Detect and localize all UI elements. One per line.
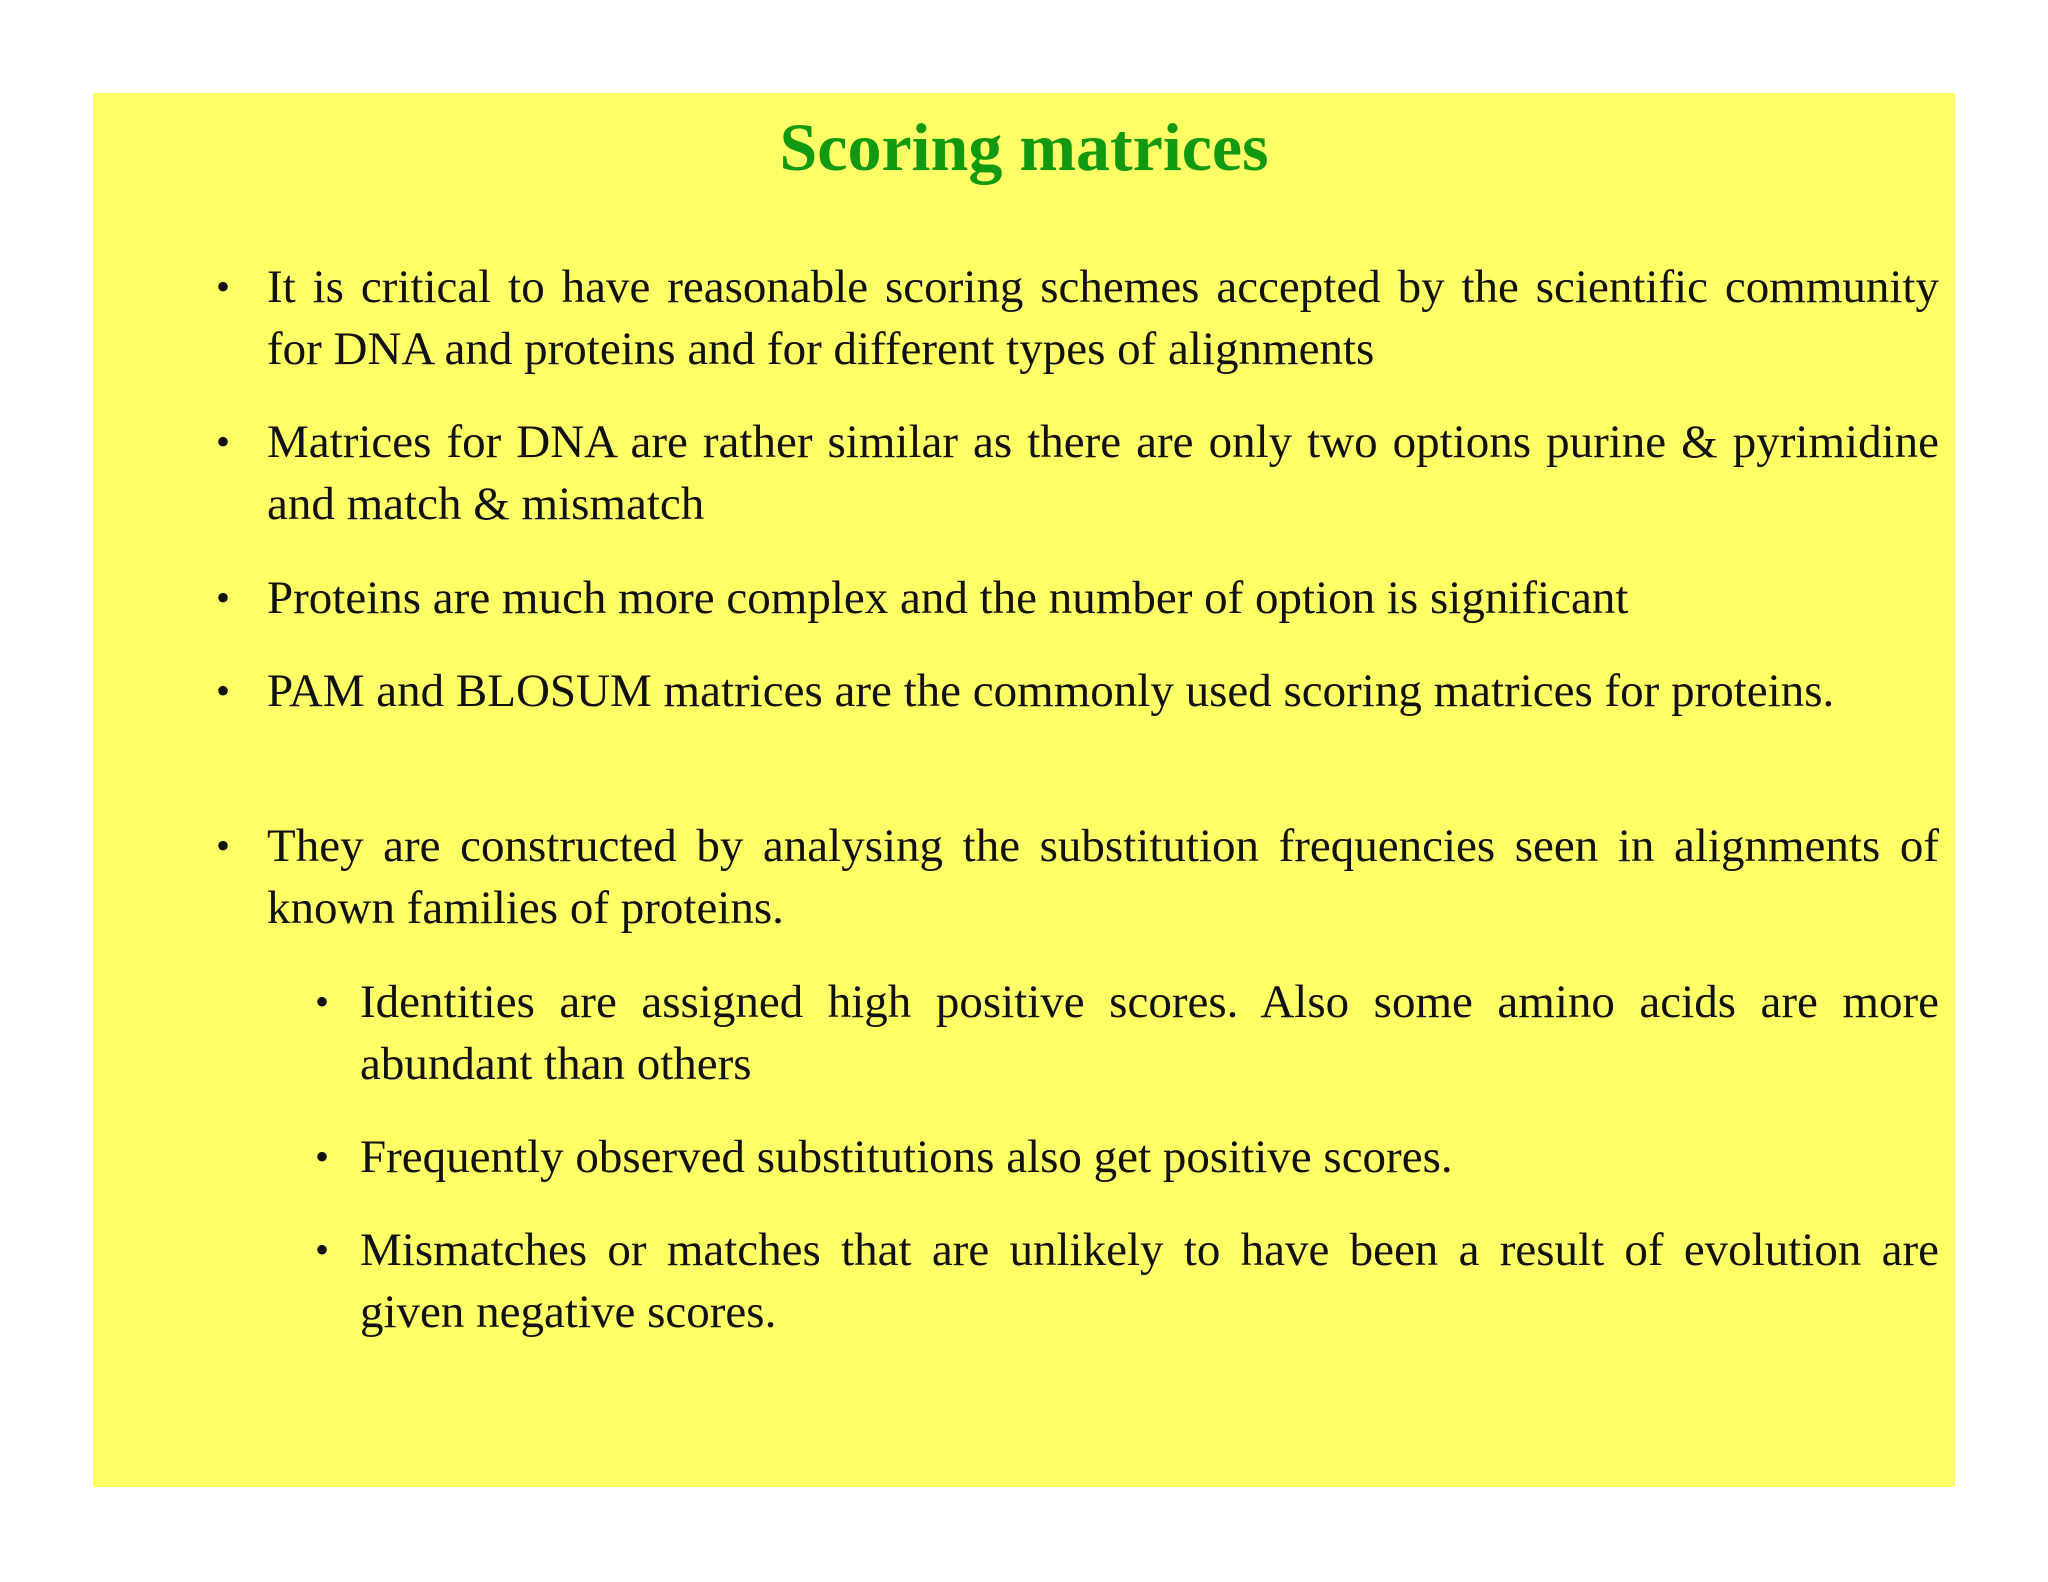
- bullet-item: [216, 660, 1939, 722]
- bullet-marker: •: [216, 668, 231, 713]
- bullet-marker: •: [216, 419, 231, 464]
- sub-bullet-item: [315, 1126, 1939, 1188]
- bullet-text: Mismatches or matches that are unlikely to have been a result of evolution are given negative scores.: [360, 1224, 1939, 1338]
- sub-bullet-item: [315, 1219, 1939, 1343]
- bullet-text: Identities are assigned high positive scores. Also some amino acids are more abundant than others: [360, 976, 1939, 1090]
- bullet-item: [216, 256, 1939, 380]
- bullet-item: [216, 567, 1939, 629]
- bullet-text: It is critical to have reasonable scoring schemes accepted by the scientific community for DNA and proteins and for different types of alignments: [267, 261, 1939, 375]
- bullet-marker: •: [216, 823, 231, 868]
- bullet-marker: •: [315, 979, 330, 1024]
- slide-panel: [93, 93, 1955, 1487]
- bullet-marker: •: [315, 1134, 330, 1179]
- bullet-marker: •: [216, 575, 231, 620]
- bullet-text: PAM and BLOSUM matrices are the commonly used scoring matrices for proteins.: [267, 665, 1835, 717]
- bullet-text: Proteins are much more complex and the number of option is significant: [267, 572, 1629, 624]
- sub-bullet-item: [315, 971, 1939, 1095]
- slide-title: Scoring matrices: [779, 109, 1269, 185]
- bullet-marker: •: [216, 264, 231, 309]
- bullet-marker: •: [315, 1227, 330, 1272]
- bullet-text: They are constructed by analysing the substitution frequencies seen in alignments of known families of proteins.: [267, 820, 1939, 934]
- bullet-item: [216, 411, 1939, 535]
- bullet-text: Frequently observed substitutions also get positive scores.: [360, 1131, 1453, 1183]
- bullet-text: Matrices for DNA are rather similar as there are only two options purine & pyrimidine and match & mismatch: [267, 416, 1939, 530]
- bullet-item: [216, 815, 1939, 939]
